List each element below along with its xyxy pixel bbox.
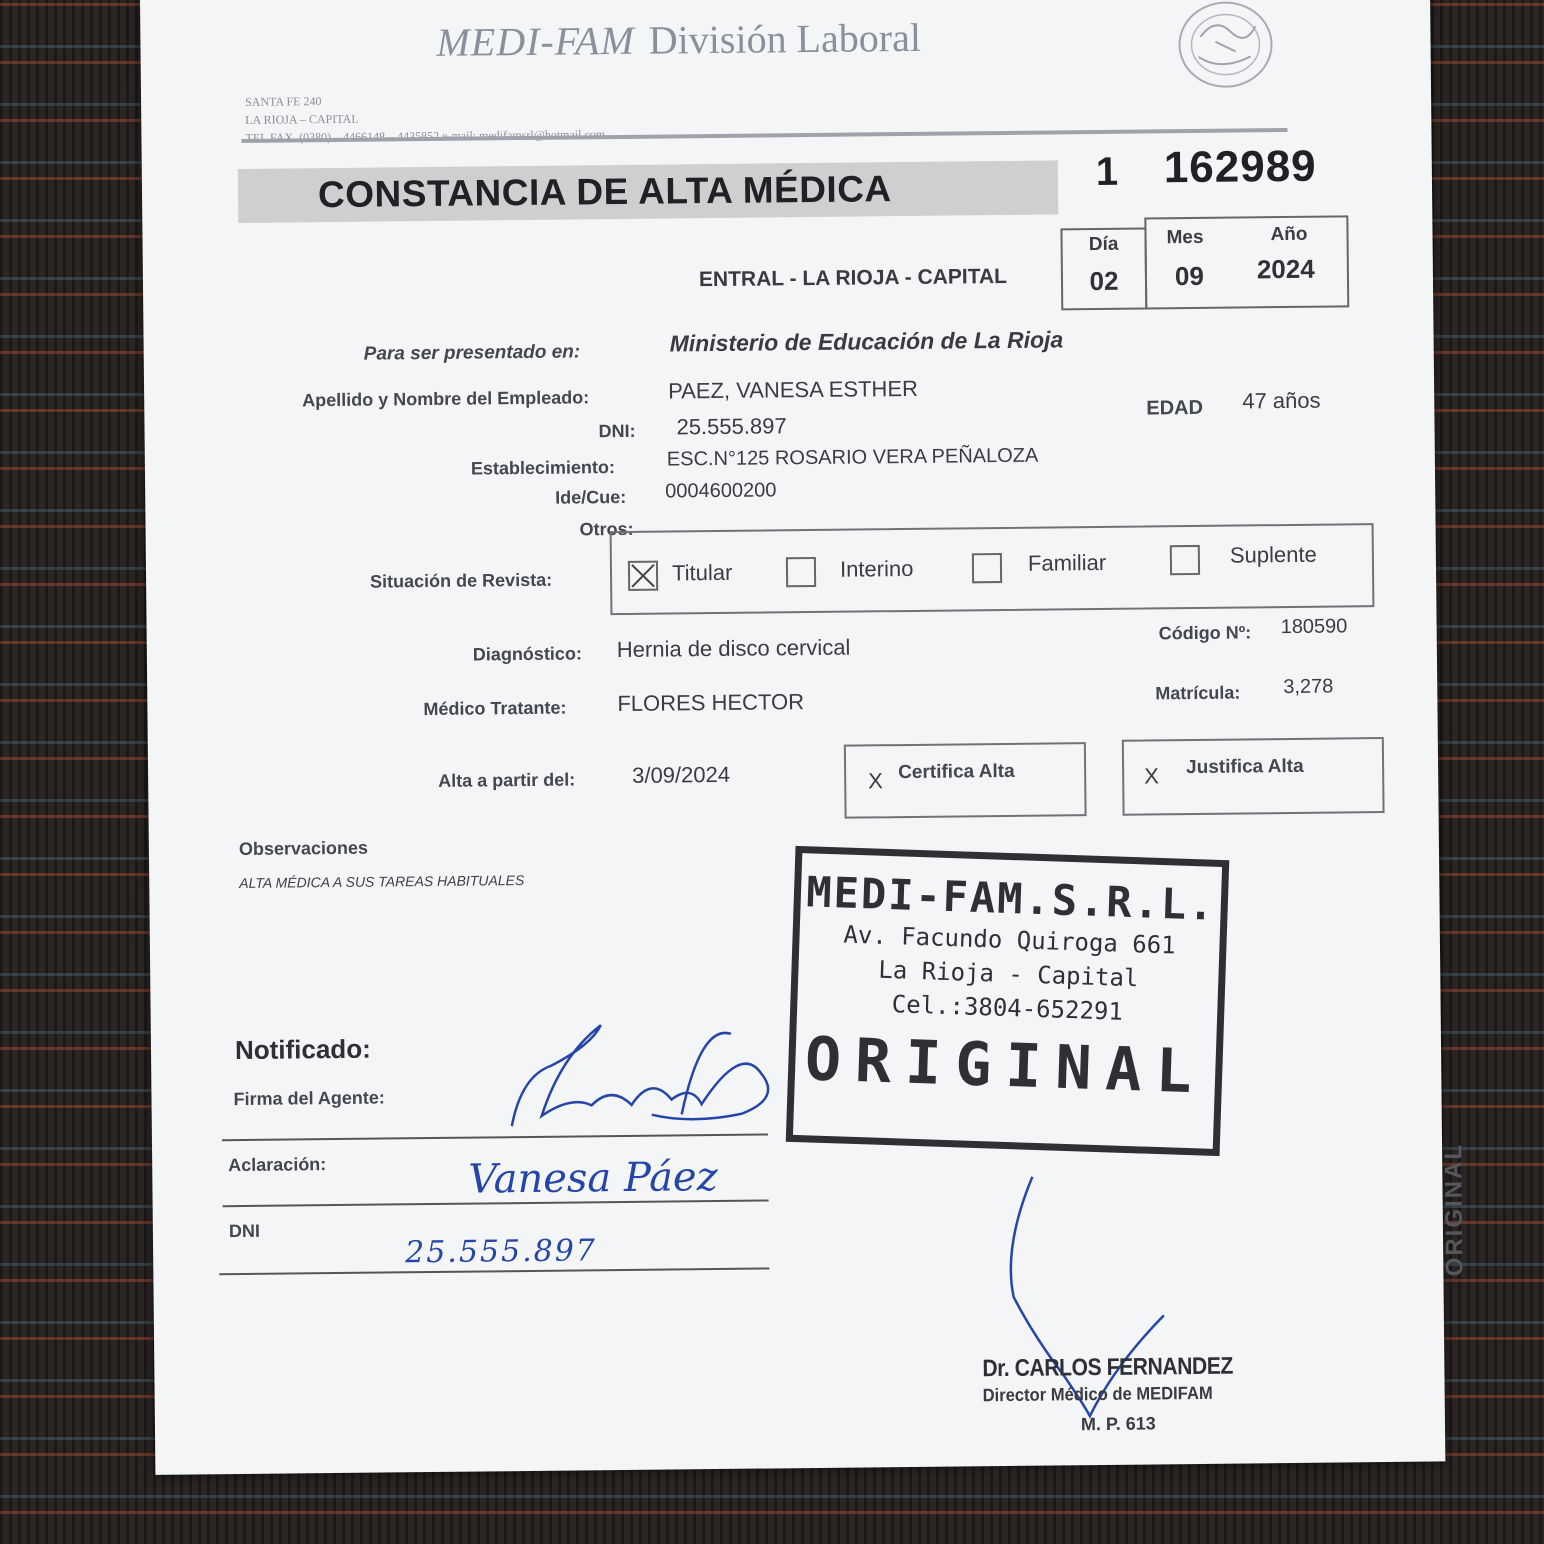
clarification-label: Aclaración: — [228, 1154, 327, 1176]
status-option-label: Titular — [671, 559, 733, 586]
checkbox-cross-icon — [630, 563, 656, 589]
agent-signature-label: Firma del Agente: — [233, 1087, 385, 1110]
notified-title: Notificado: — [234, 1033, 371, 1066]
director-license: M. P. 613 — [1080, 1413, 1156, 1435]
date-day-box — [1060, 227, 1147, 310]
certifies-discharge-box[interactable] — [844, 742, 1087, 819]
clarification-handwritten: Vanesa Páez — [468, 1154, 718, 1203]
diagnosis-value: Hernia de disco cervical — [616, 634, 851, 663]
place-text: ENTRAL - LA RIOJA - CAPITAL — [698, 264, 1008, 292]
discharge-from-value: 3/09/2024 — [632, 761, 731, 788]
form-title: CONSTANCIA DE ALTA MÉDICA — [317, 168, 892, 216]
company-logo-seal — [1170, 0, 1281, 97]
stamp-company: MEDI-FAM.S.R.L. — [805, 867, 1217, 930]
stamp-phone: Cel.:3804-652291 — [891, 990, 1124, 1026]
other-label: Otros: — [579, 518, 634, 540]
certifies-label: Certifica Alta — [898, 760, 1015, 784]
medical-discharge-form — [140, 0, 1469, 1475]
month-value: 09 — [1174, 260, 1205, 292]
form-serie: 1 — [1095, 149, 1119, 194]
form-number: 162989 — [1163, 141, 1317, 193]
director-role: Director Médico de MEDIFAM — [982, 1382, 1213, 1406]
stamp-address: Av. Facundo Quiroga 661 — [843, 920, 1177, 960]
day-label: Día — [1088, 233, 1119, 256]
company-stamp — [786, 846, 1230, 1156]
establishment-label: Establecimiento: — [470, 457, 616, 479]
company-header — [436, 14, 921, 66]
age-value: 47 años — [1242, 387, 1321, 414]
presented-to-value: Ministerio de Educación de La Rioja — [669, 326, 1064, 357]
observations-label: Observaciones — [238, 837, 369, 860]
license-value: 3,278 — [1283, 675, 1334, 699]
certifies-mark: X — [868, 768, 884, 794]
status-option-label: Suplente — [1229, 541, 1317, 568]
date-month-year-box — [1144, 215, 1349, 309]
notified-dni-label: DNI — [228, 1220, 261, 1242]
address-line: SANTA FE 240 — [244, 94, 322, 109]
observations-value: ALTA MÉDICA A SUS TAREAS HABITUALES — [239, 872, 525, 892]
status-checkbox-interino[interactable] — [786, 557, 816, 587]
division-name: División Laboral — [648, 14, 922, 63]
diagnosis-label: Diagnóstico: — [472, 643, 582, 665]
year-label: Año — [1270, 223, 1308, 246]
status-checkbox-titular[interactable] — [628, 561, 658, 591]
day-value: 02 — [1089, 265, 1119, 297]
doctor-value: FLORES HECTOR — [617, 689, 805, 717]
employee-name-label: Apellido y Nombre del Empleado: — [302, 387, 590, 411]
code-value: 180590 — [1280, 615, 1348, 639]
stamp-city: La Rioja - Capital — [877, 955, 1139, 993]
establishment-value: ESC.N°125 ROSARIO VERA PEÑALOZA — [666, 444, 1039, 471]
dni-value: 25.555.897 — [676, 413, 787, 440]
license-label: Matrícula: — [1155, 682, 1241, 704]
status-option-label: Familiar — [1027, 549, 1107, 576]
discharge-from-label: Alta a partir del: — [438, 769, 576, 791]
status-checkbox-familiar[interactable] — [972, 553, 1002, 583]
justifies-mark: X — [1144, 763, 1159, 789]
dni-label: DNI: — [598, 420, 636, 442]
justifies-label: Justifica Alta — [1185, 755, 1304, 779]
copy-type-text: ORIGINAL — [1440, 1142, 1469, 1277]
year-value: 2024 — [1256, 253, 1315, 285]
ide-cue-label: Ide/Cue: — [555, 486, 627, 508]
ide-cue-value: 0004600200 — [665, 479, 777, 503]
copy-type-label — [1440, 1143, 1469, 1277]
code-label: Código Nº: — [1158, 622, 1252, 644]
agent-signature — [501, 1003, 803, 1156]
status-checkbox-suplente[interactable] — [1170, 545, 1200, 575]
employee-name-value: PAEZ, VANESA ESTHER — [667, 375, 919, 404]
presented-to-label: Para ser presentado en: — [363, 341, 581, 365]
month-label: Mes — [1166, 226, 1204, 249]
doctor-label: Médico Tratante: — [423, 697, 567, 720]
status-label: Situación de Revista: — [369, 569, 553, 592]
dni-handwritten: 25.555.897 — [404, 1233, 598, 1271]
status-option-label: Interino — [839, 555, 914, 582]
age-label: EDAD — [1146, 396, 1204, 420]
address-line: TEL FAX. (0380) – 4466148 – 4435852 e-mail: medifamsrl@hotmail.com — [245, 127, 606, 145]
justifies-discharge-box[interactable] — [1122, 737, 1385, 816]
director-name: Dr. CARLOS FERNANDEZ — [982, 1352, 1234, 1383]
stamp-original: ORIGINAL — [803, 1024, 1207, 1108]
address-line: LA RIOJA – CAPITAL — [245, 111, 359, 127]
brand-name: MEDI-FAM — [436, 17, 635, 65]
